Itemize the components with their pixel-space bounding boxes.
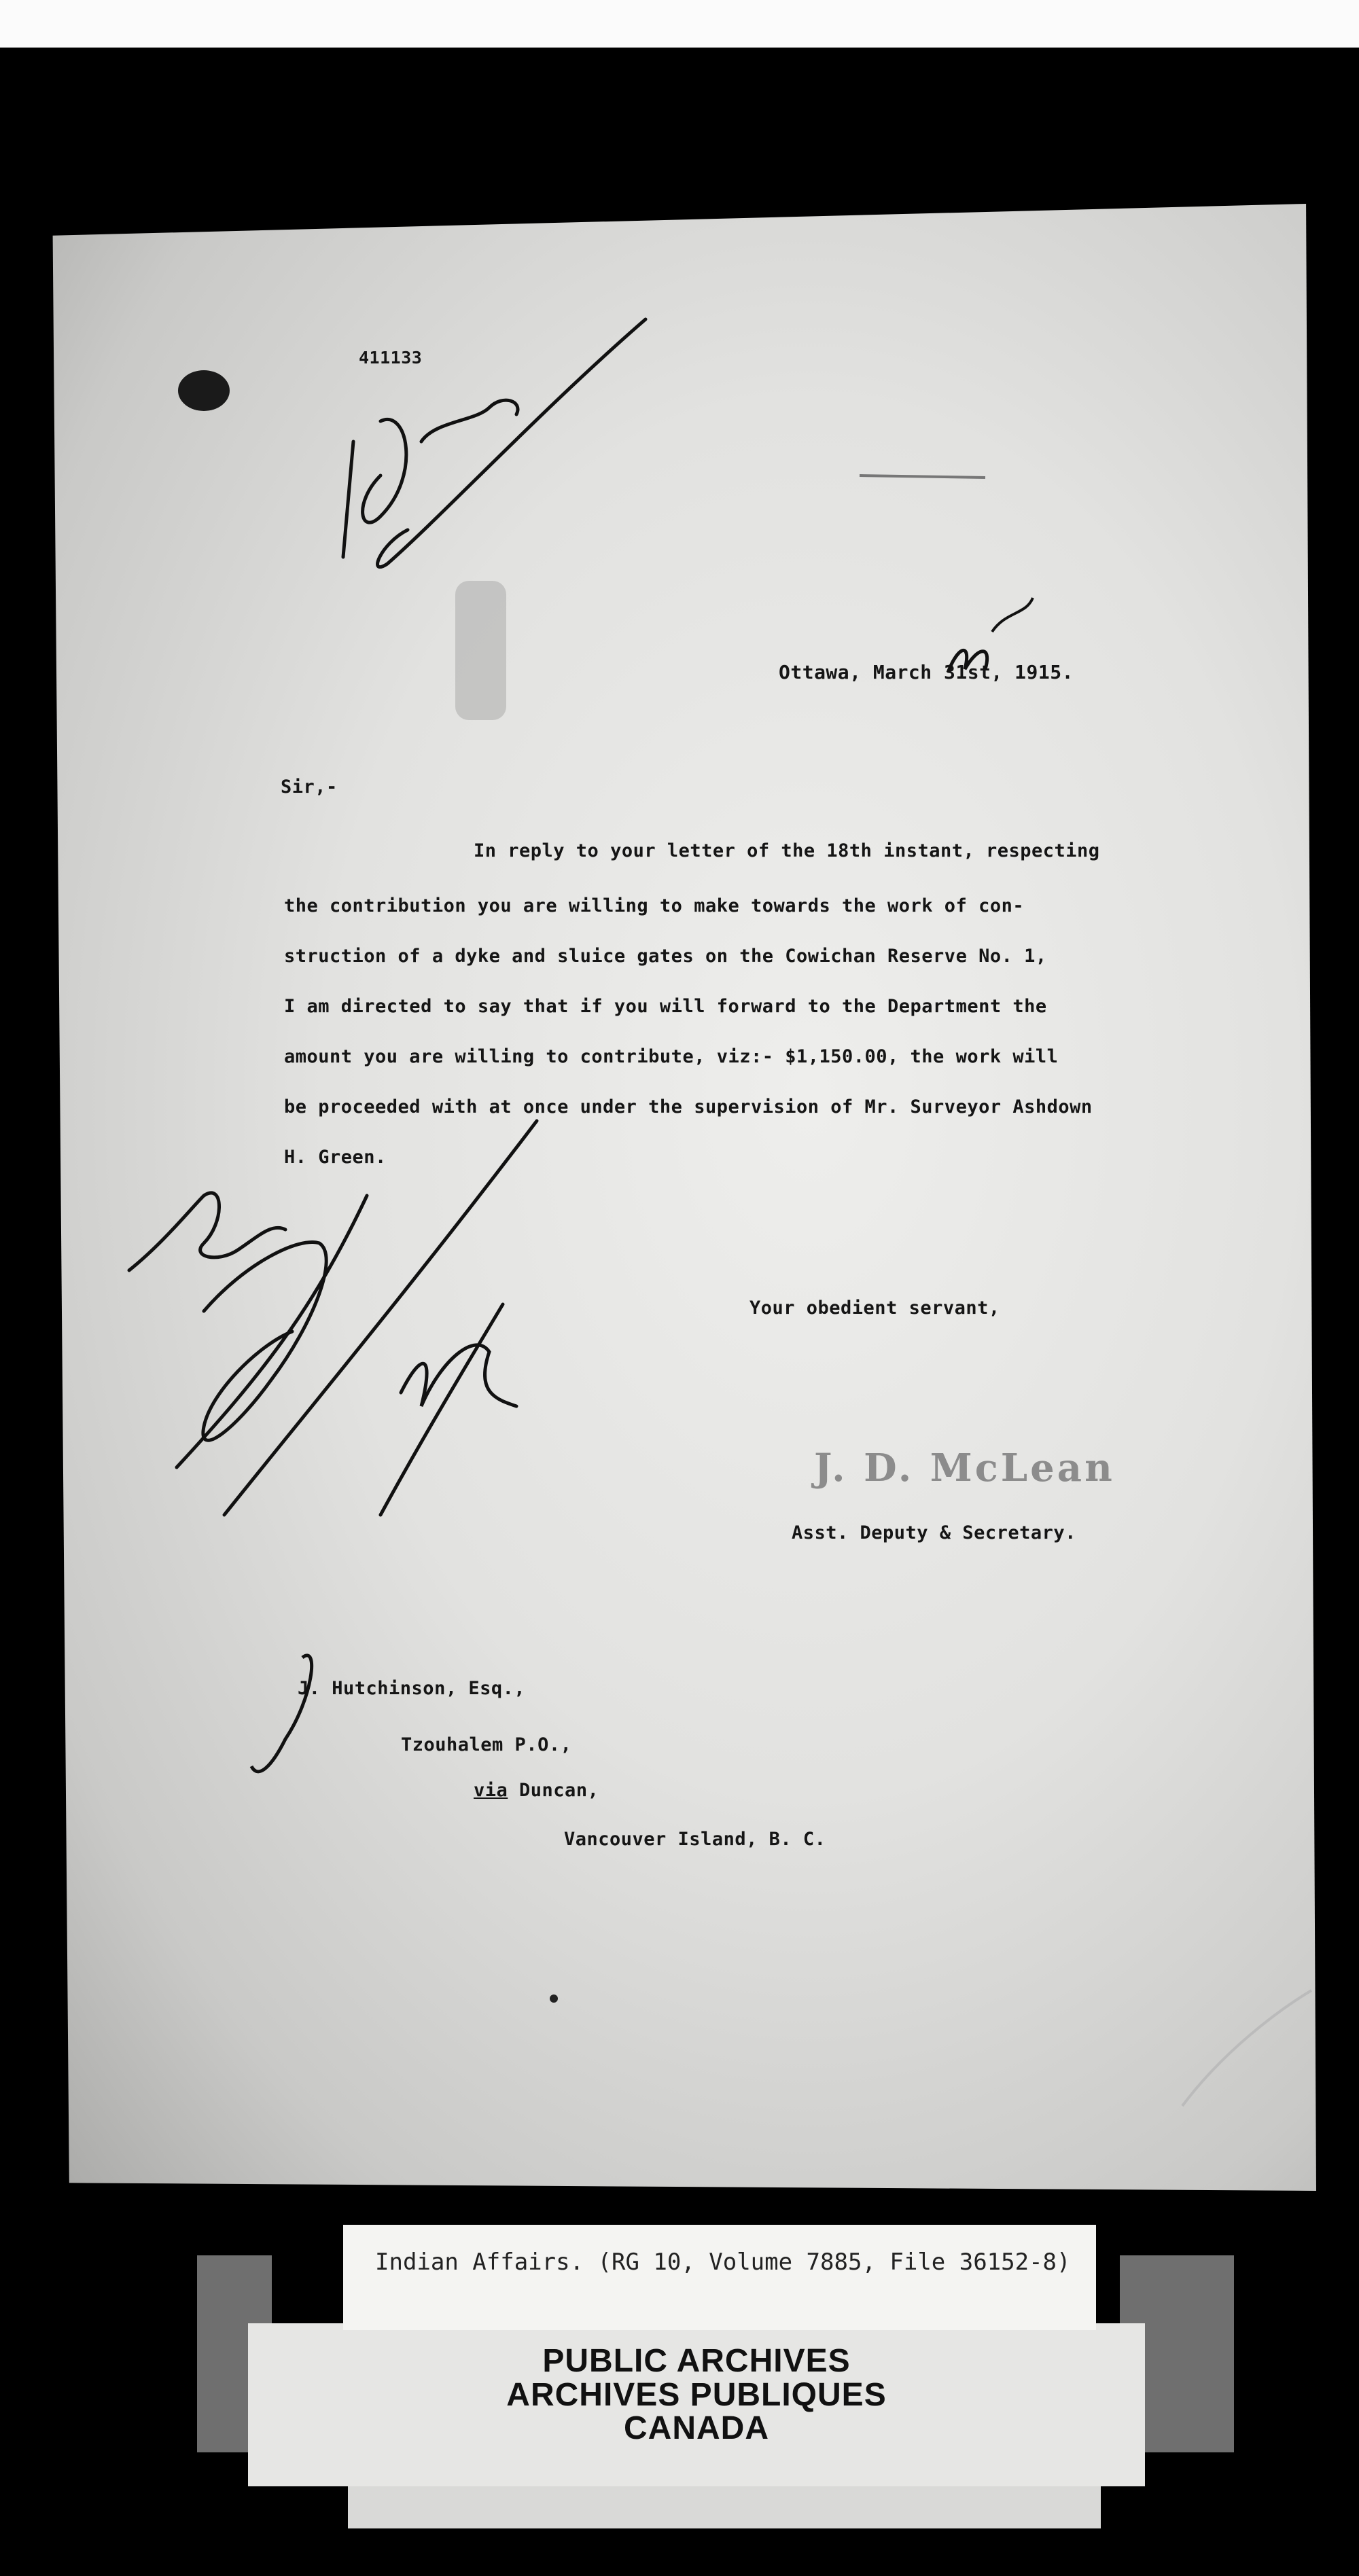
body-line: In reply to your letter of the 18th instant, respecting (474, 840, 1100, 861)
salutation: Sir,- (281, 776, 338, 798)
body-line: amount you are willing to contribute, viz:- $1,150.00, the work will (284, 1046, 1059, 1067)
top-margin-strip (0, 0, 1359, 48)
address-post-office: Tzouhalem P.O., (401, 1734, 572, 1755)
address-region: Vancouver Island, B. C. (564, 1829, 826, 1850)
body-line: I am directed to say that if you will forward to the Department the (284, 996, 1047, 1017)
signer-title: Asst. Deputy & Secretary. (792, 1522, 1076, 1543)
file-number: 411133 (359, 348, 423, 368)
via-place: Duncan, (508, 1780, 599, 1801)
dateline: Ottawa, March 31st, 1915. (779, 661, 1074, 683)
archive-name-en: PUBLIC ARCHIVES (542, 2343, 851, 2379)
archive-country: CANADA (624, 2410, 769, 2446)
archive-reference: Indian Affairs. (RG 10, Volume 7885, File 36152-8) (375, 2249, 1071, 2276)
body-line: H. Green. (284, 1147, 387, 1168)
address-name: J. Hutchinson, Esq., (298, 1678, 526, 1699)
body-line: the contribution you are willing to make towards the work of con- (284, 895, 1025, 916)
via-word: via (474, 1780, 508, 1801)
reference-label-card (343, 2225, 1096, 2330)
body-line: struction of a dyke and sluice gates on the Cowichan Reserve No. 1, (284, 946, 1047, 967)
body-line: be proceeded with at once under the supervision of Mr. Surveyor Ashdown (284, 1096, 1093, 1117)
archive-name-fr: ARCHIVES PUBLIQUES (506, 2377, 887, 2413)
letter-page (49, 204, 1316, 2191)
closing: Your obedient servant, (749, 1298, 1000, 1319)
bottom-strip (348, 2486, 1101, 2528)
address-via (474, 1780, 599, 1801)
signature-stamp: J. D. McLean (814, 1446, 1115, 1490)
